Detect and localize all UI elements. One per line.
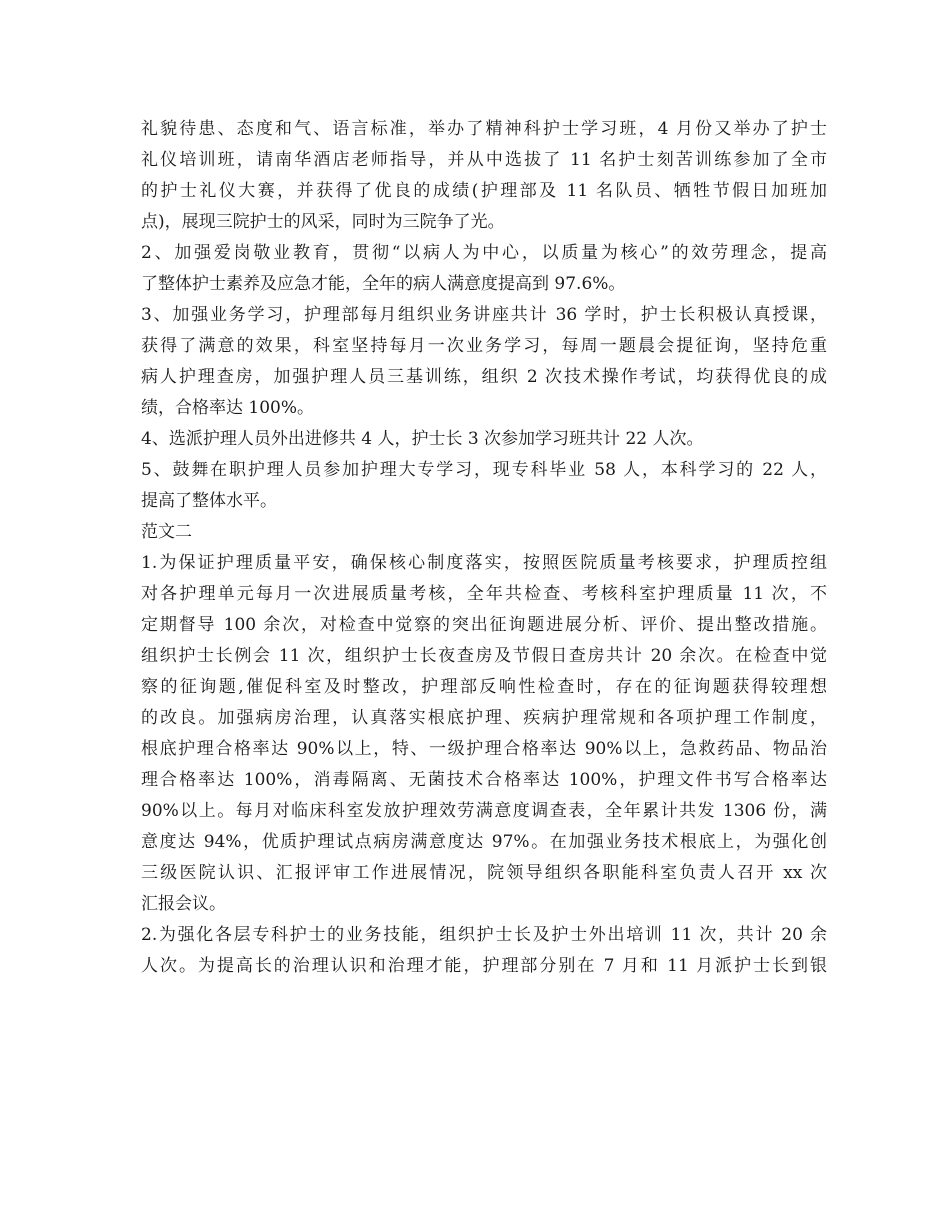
- text-line: 5、鼓舞在职护理人员参加护理大专学习，现专科毕业 58 人，本科学习的 22 人，: [141, 460, 827, 480]
- text-line: 的改良。加强病房治理，认真落实根底护理、疾病护理常规和各项护理工作制度，: [141, 708, 827, 728]
- text-line: 定期督导 100 余次，对检查中觉察的突出征询题进展分析、评价、提出整改措施。: [141, 615, 827, 635]
- text-line: 3、加强业务学习，护理部每月组织业务讲座共计 36 学时，护士长积极认真授课，: [141, 305, 827, 325]
- text-line: 对各护理单元每月一次进展质量考核，全年共检查、考核科室护理质量 11 次，不: [141, 584, 827, 604]
- text-line: 了整体护士素养及应急才能，全年的病人满意度提高到 97.6%。: [141, 274, 626, 294]
- text-line: 汇报会议。: [141, 894, 226, 914]
- text-line: 1.为保证护理质量平安，确保核心制度落实，按照医院质量考核要求，护理质控组: [141, 553, 827, 573]
- text-line: 的护士礼仪大赛，并获得了优良的成绩(护理部及 11 名队员、牺牲节假日加班加: [141, 181, 827, 201]
- text-line: 2、加强爱岗敬业教育，贯彻“以病人为中心，以质量为核心”的效劳理念，提高: [141, 243, 827, 263]
- text-line: 提高了整体水平。: [141, 491, 277, 511]
- text-line: 根底护理合格率达 90%以上，特、一级护理合格率达 90%以上，急救药品、物品治: [141, 739, 827, 759]
- text-line: 察的征询题,催促科室及时整改，护理部反响性检查时，存在的征询题获得较理想: [141, 677, 827, 697]
- document-body: [141, 114, 827, 982]
- text-line: 获得了满意的效果，科室坚持每月一次业务学习，每周一题晨会提征询，坚持危重: [141, 336, 827, 356]
- text-line: 理合格率达 100%，消毒隔离、无菌技术合格率达 100%，护理文件书写合格率达: [141, 770, 827, 790]
- text-line: 范文二: [141, 522, 192, 542]
- text-line: 90%以上。每月对临床科室发放护理效劳满意度调查表，全年累计共发 1306 份，满: [141, 801, 827, 821]
- text-line: 绩，合格率达 100%。: [141, 398, 315, 418]
- text-line: 点)，展现三院护士的风采，同时为三院争了光。: [141, 212, 505, 232]
- text-line: 2.为强化各层专科护士的业务技能，组织护士长及护士外出培训 11 次，共计 20 余: [141, 925, 827, 945]
- text-line: 人次。为提高长的治理认识和治理才能，护理部分别在 7 月和 11 月派护士长到银: [141, 956, 827, 976]
- text-line: 礼貌待患、态度和气、语言标准，举办了精神科护士学习班，4 月份又举办了护士: [141, 119, 827, 139]
- text-line: 礼仪培训班，请南华酒店老师指导，并从中选拔了 11 名护士刻苦训练参加了全市: [141, 150, 827, 170]
- text-line: 4、选派护理人员外出进修共 4 人，护士长 3 次参加学习班共计 22 人次。: [141, 429, 704, 449]
- text-line: 病人护理查房，加强护理人员三基训练，组织 2 次技术操作考试，均获得优良的成: [141, 367, 827, 387]
- text-line: 三级医院认识、汇报评审工作进展情况，院领导组织各职能科室负责人召开 xx 次: [141, 863, 827, 883]
- text-line: 组织护士长例会 11 次，组织护士长夜查房及节假日查房共计 20 余次。在检查中觉: [141, 646, 827, 666]
- text-line: 意度达 94%，优质护理试点病房满意度达 97%。在加强业务技术根底上，为强化创: [141, 832, 827, 852]
